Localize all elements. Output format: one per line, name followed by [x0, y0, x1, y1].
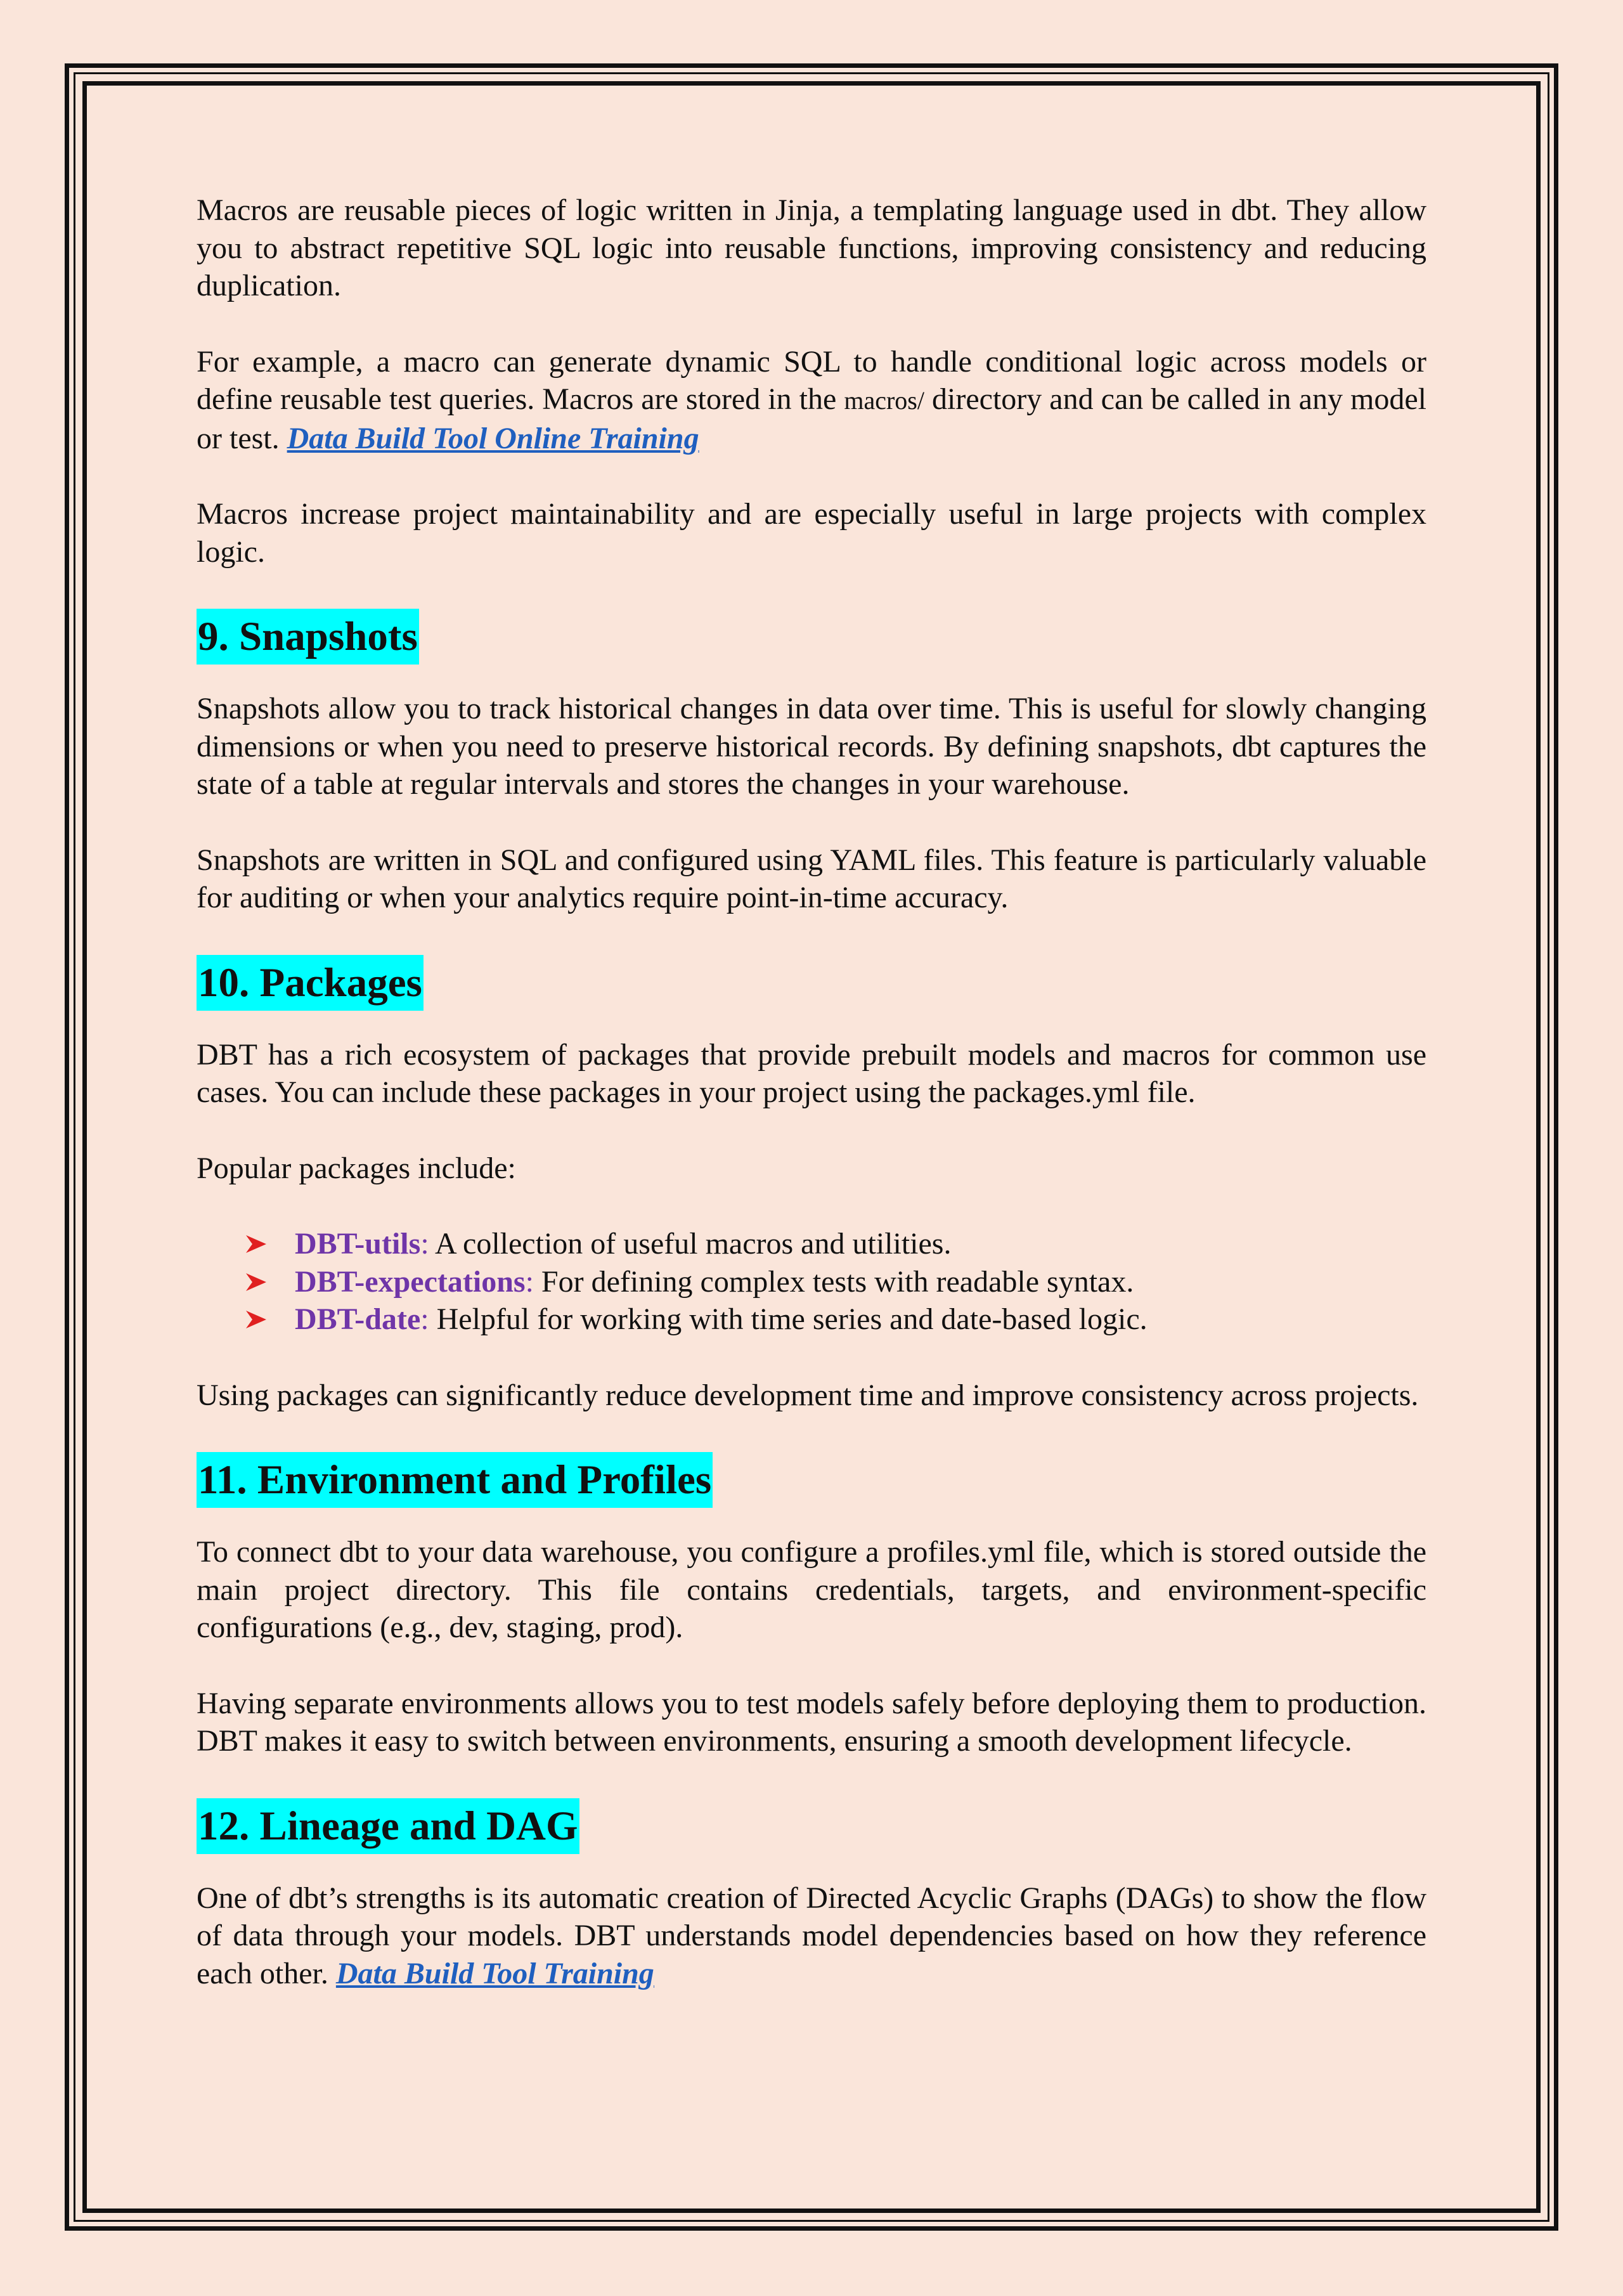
- paragraph-text: directory and can be called in any model or test.: [197, 382, 1427, 455]
- package-name: DBT-utils: [295, 1227, 421, 1261]
- package-colon: :: [525, 1264, 534, 1299]
- package-name: DBT-date: [295, 1302, 421, 1336]
- package-description: Helpful for working with time series and date-based logic.: [429, 1302, 1148, 1336]
- heading-snapshots: [197, 609, 1426, 665]
- package-description: For defining complex tests with readable syntax.: [533, 1264, 1134, 1299]
- heading-text: 9. Snapshots: [197, 609, 419, 665]
- arrowhead-bullet-icon: [246, 1235, 266, 1253]
- paragraph-text: For example, a macro can generate dynamic SQL to handle conditional logic across models or define reusable test queries. Macros are stored in the: [197, 344, 1426, 416]
- package-colon: :: [420, 1227, 429, 1261]
- package-colon: :: [420, 1302, 429, 1336]
- heading-environment: [197, 1452, 1426, 1508]
- paragraph-macros-example: [197, 343, 1426, 458]
- package-list: [197, 1225, 1426, 1339]
- heading-text: 10. Packages: [197, 955, 424, 1011]
- paragraph-environment-separate: Having separate environments allows you to test models safely before deploying them to production. DBT makes it easy to switch between environments, ensuring a smooth development lifecycle.: [197, 1686, 1426, 1758]
- arrowhead-bullet-icon: [246, 1311, 266, 1328]
- list-item: [197, 1225, 1426, 1263]
- paragraph-lineage-dag: [197, 1879, 1426, 1993]
- link-online-training[interactable]: Data Build Tool Online Training: [287, 421, 699, 455]
- heading-text: 11. Environment and Profiles: [197, 1452, 713, 1508]
- list-item: [197, 1263, 1426, 1301]
- document-body: [197, 191, 1426, 1992]
- paragraph-snapshots-config: Snapshots are written in SQL and configured using YAML files. This feature is particularly valuable for auditing or when your analytics require point-in-time accuracy.: [197, 843, 1426, 914]
- paragraph-popular-packages: Popular packages include:: [197, 1151, 516, 1185]
- paragraph-snapshots-intro: Snapshots allow you to track historical changes in data over time. This is useful for slowly changing dimensions or when you need to preserve historical records. By defining snapshots, dbt captures the state of a table at regular intervals and stores the changes in your warehouse.: [197, 692, 1426, 801]
- package-name: DBT-expectations: [295, 1264, 526, 1299]
- paragraph-macros-maintainability: Macros increase project maintainability and are especially useful in large projects with complex logic.: [197, 497, 1426, 569]
- package-description: A collection of useful macros and utilities.: [429, 1227, 952, 1261]
- link-training[interactable]: Data Build Tool Training: [335, 1956, 654, 1990]
- arrowhead-bullet-icon: [246, 1273, 266, 1291]
- list-item: [197, 1300, 1426, 1339]
- heading-lineage: [197, 1798, 1426, 1854]
- paragraph-packages-intro: DBT has a rich ecosystem of packages that provide prebuilt models and macros for common use cases. You can include these packages in your project using the packages.yml file.: [197, 1037, 1426, 1109]
- paragraph-environment-profiles: To connect dbt to your data warehouse, you configure a profiles.yml file, which is stored outside the main project directory. This file contains credentials, targets, and environment-specific configurations (e.g., dev, staging, prod).: [197, 1535, 1426, 1644]
- paragraph-macros-intro: Macros are reusable pieces of logic written in Jinja, a templating language used in dbt. They allow you to abstract repetitive SQL logic into reusable functions, improving consistency and reducing duplication.: [197, 193, 1426, 302]
- heading-text: 12. Lineage and DAG: [197, 1798, 579, 1854]
- heading-packages: [197, 955, 1426, 1011]
- inline-code-macros-dir: macros/: [844, 386, 924, 415]
- paragraph-packages-benefit: Using packages can significantly reduce development time and improve consistency across projects.: [197, 1378, 1419, 1412]
- paragraph-text: One of dbt’s strengths is its automatic creation of Directed Acyclic Graphs (DAGs) to show the flow of data through your models. DBT understands model dependencies based on how they reference each other.: [197, 1881, 1426, 1990]
